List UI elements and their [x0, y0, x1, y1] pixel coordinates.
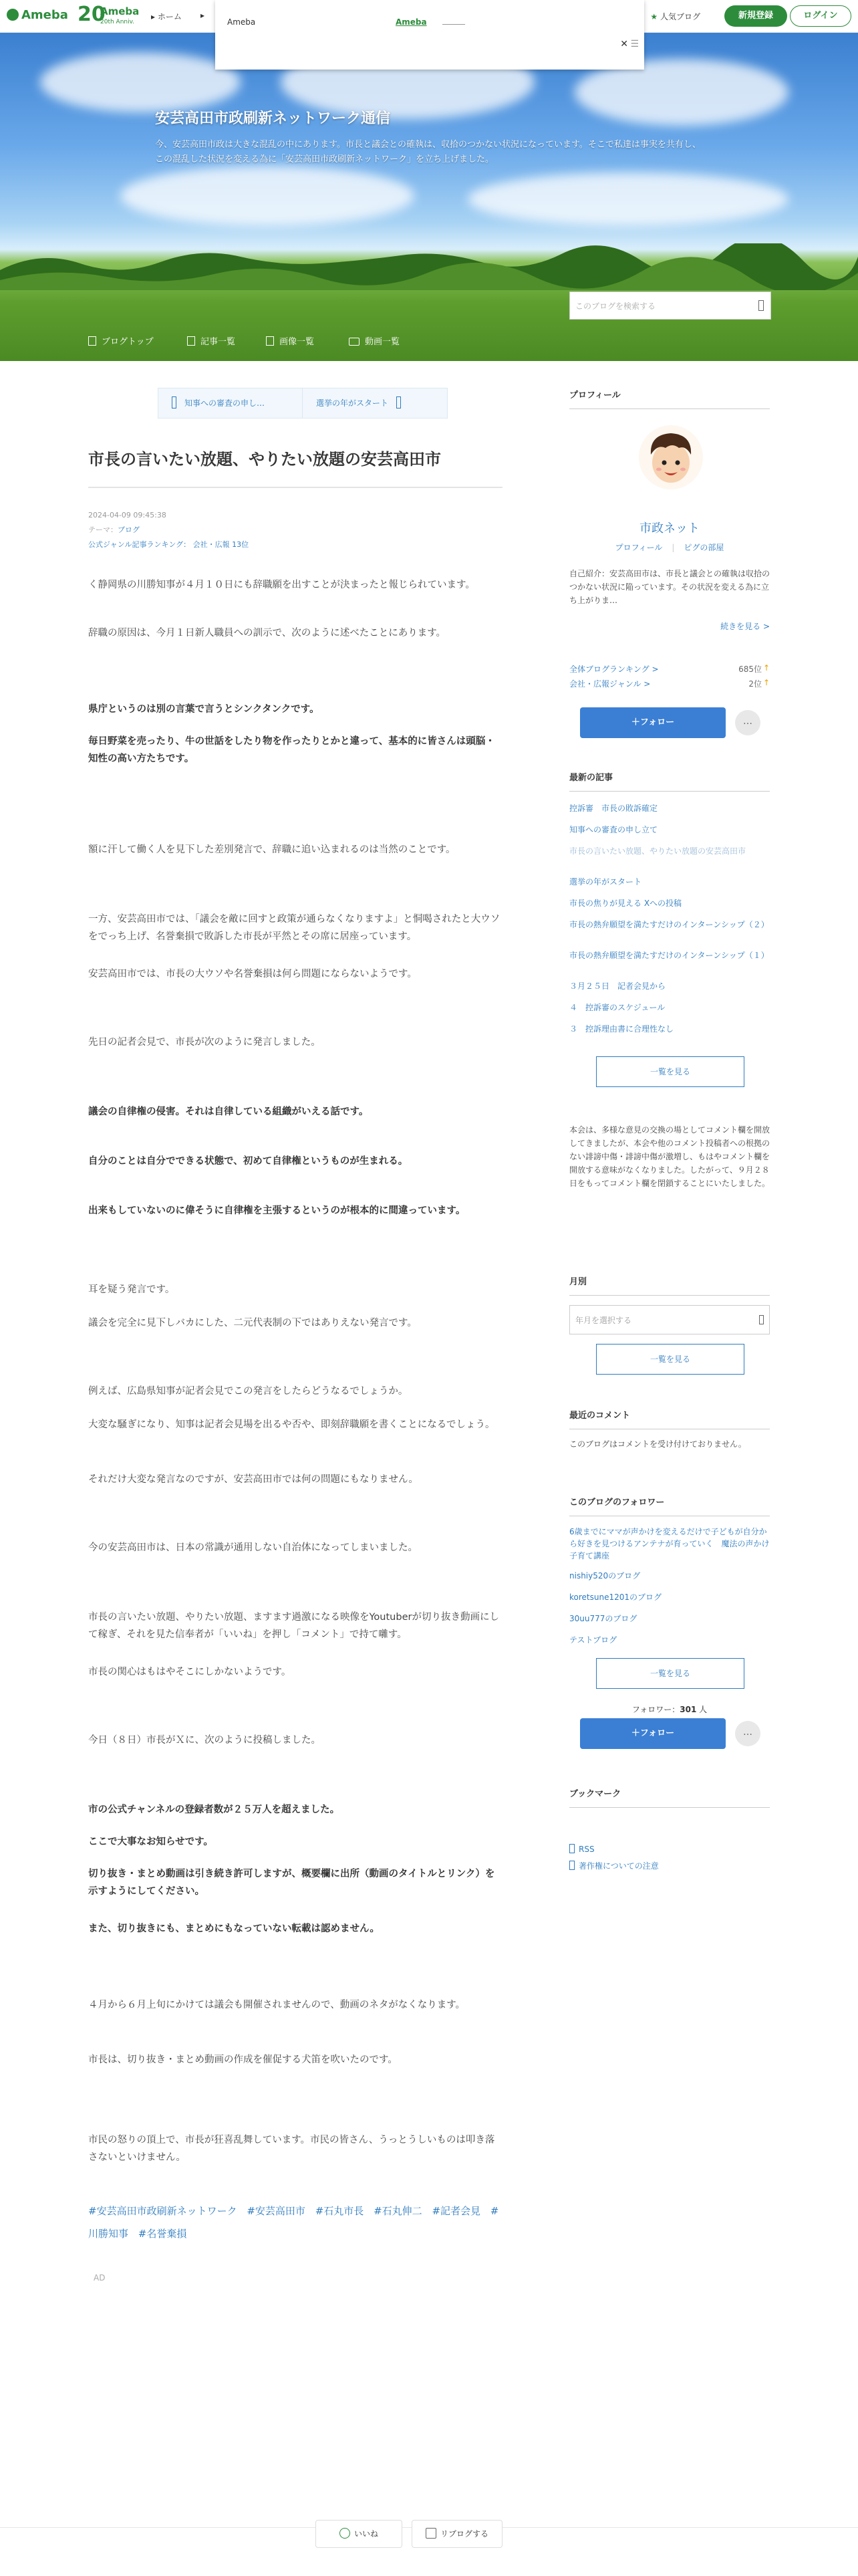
latest-articles-heading: 最新の記事: [569, 770, 770, 792]
follower-blog-link[interactable]: テストブログ: [569, 1635, 617, 1645]
popular-blog-link[interactable]: ★ 人気ブログ: [650, 12, 700, 21]
profile-link[interactable]: プロフィール: [615, 543, 663, 552]
latest-article-link[interactable]: ４ 控訴審のスケジュール: [569, 1003, 666, 1012]
month-placeholder: 年月を選択する: [575, 1316, 632, 1325]
rss-icon: [569, 1844, 575, 1853]
article-paragraph: 県庁というのは別の言葉で言うとシンクタンクです。: [88, 704, 319, 715]
more-options-button[interactable]: …: [735, 710, 760, 735]
followers-list-all-button[interactable]: 一覧を見る: [596, 1658, 744, 1689]
latest-article-link[interactable]: 知事への審査の申し立て: [569, 825, 658, 834]
article-paragraph: 市民の怒りの頂上で、市長が狂喜乱舞しています。市民の皆さん、うっとうしいものは叩き落さないといけません。: [88, 2135, 495, 2163]
article-date: 2024-04-09 09:45:38: [88, 511, 166, 519]
ad-brand-link[interactable]: Ameba: [396, 17, 427, 27]
article-theme: テーマ：ブログ: [88, 525, 140, 534]
article-paragraph: 辞職の原因は、今月１日新人職員への訓示で、次のように述べたことにあります。: [88, 628, 446, 638]
hashtag-link[interactable]: #記者会見: [432, 2205, 481, 2217]
avatar-face-icon: [639, 425, 703, 489]
search-placeholder: このブログを検索する: [575, 302, 656, 311]
like-icon: [339, 2528, 350, 2539]
hashtag-link[interactable]: #安芸高田市政刷新ネットワーク: [88, 2205, 237, 2217]
article-paragraph: ４月から６月上旬にかけては議会も開催されませんので、動画のネタがなくなります。: [88, 2000, 466, 2010]
blog-search-input[interactable]: [569, 291, 771, 320]
hashtag-link[interactable]: #名誉棄損: [138, 2228, 187, 2240]
ameba-logo-icon: [7, 9, 19, 21]
article-paragraph: 議会の自律権の侵害。それは自律している組織がいえる話です。: [88, 1106, 369, 1117]
profile-intro: 自己紹介：安芸高田市は、市長と議会との確執は収拾のつかない状況に陥っています。その状況を変える為に立ち上がりま…: [569, 569, 770, 605]
overall-rank-row[interactable]: 全体ブログランキング > 685位 ↑: [569, 663, 770, 674]
article-paragraph: 切り抜き・まとめ動画は引き続き許可しますが、概要欄に出所（動画のタイトルとリンク）を示すようにしてください。: [88, 1869, 495, 1897]
topnav-home-link[interactable]: ▸ ホーム: [151, 12, 182, 21]
nav-blog-top[interactable]: ブログトップ: [88, 334, 154, 347]
hashtag-link[interactable]: #安芸高田市: [247, 2205, 305, 2217]
followers-heading: このブログのフォロワー: [569, 1495, 770, 1516]
cloud: [468, 172, 789, 226]
search-icon[interactable]: [758, 300, 764, 311]
register-button[interactable]: 新規登録: [724, 5, 787, 27]
video-icon: [349, 338, 360, 346]
article-paragraph: ここで大事なお知らせです。: [88, 1837, 213, 1847]
rank-up-icon: ↑: [762, 678, 770, 687]
article-paragraph: 自分のことは自分でできる状態で、初めて自律権というものが生まれる。: [88, 1156, 408, 1167]
read-more-link[interactable]: 続きを見る >: [720, 622, 770, 631]
crown-icon: ★: [650, 12, 658, 21]
article-paragraph: 耳を疑う発言です。: [88, 1284, 175, 1295]
profile-links: [569, 542, 770, 553]
latest-article-link[interactable]: ３月２５日 記者会見から: [569, 981, 666, 991]
genre-rank-link[interactable]: 公式ジャンル記事ランキング： 会社・広報 13位: [88, 540, 249, 549]
latest-article-link[interactable]: 市長の熱弁願望を満たすだけのインターンシップ（２）: [569, 920, 769, 929]
follower-blog-link[interactable]: 30uu777のブログ: [569, 1614, 637, 1623]
follower-count: フォロワー：301 人: [631, 1705, 708, 1714]
ad-menu-icon[interactable]: ☰: [630, 39, 639, 49]
image-icon: [266, 336, 274, 346]
blog-description: 今、安芸高田市政は大きな混乱の中にあります。市長と議会との確執は、収拾のつかない状況になっています。そこで私達は事実を共有し、この混乱した状況を変える為に「安芸高田市政刷新ネットワーク」を立ち上げました。: [155, 140, 701, 164]
chevron-left-icon: [172, 396, 176, 408]
ad-close-icon[interactable]: ✕: [620, 39, 628, 49]
theme-link[interactable]: ブログ: [118, 525, 140, 534]
blog-title[interactable]: 安芸高田市政刷新ネットワーク通信: [155, 110, 391, 127]
topnav-chevron-icon[interactable]: ▸: [200, 11, 205, 20]
article-paragraph: 議会を完全に見下しバカにした、二元代表制の下ではありえない発言です。: [88, 1318, 417, 1328]
ad-overlay[interactable]: [215, 0, 644, 70]
article-paragraph: 大変な騒ぎになり、知事は記者会見場を出るや否や、即刻辞職願を書くことになるでしょう。: [88, 1419, 495, 1430]
next-article-link[interactable]: 選挙の年がスタート: [302, 388, 448, 419]
rss-link[interactable]: RSS: [569, 1844, 595, 1854]
follower-blog-link[interactable]: 6歳までにママが声かけを変えるだけで子どもが自分から好きを見つけるアンテナが育っていく 魔法の声かけ子育て講座: [569, 1527, 770, 1560]
recent-comments-note: このブログはコメントを受け付けておりません。: [569, 1439, 746, 1449]
monthly-list-all-button[interactable]: 一覧を見る: [596, 1344, 744, 1375]
latest-article-link[interactable]: 市長の言いたい放題、やりたい放題の安芸高田市: [569, 846, 746, 856]
article-paragraph: 市長の言いたい放題、やりたい放題、ますます過激になる映像をYoutuberが切り抜き動画にして稼ぎ、それを見た信奉者が「いいね」を押し「コメント」で持て囃す。: [88, 1612, 499, 1640]
profile-name-link[interactable]: 市政ネット: [639, 521, 700, 536]
latest-article-link[interactable]: 控訴審 市長の敗訴確定: [569, 804, 658, 813]
bookmark-heading: ブックマーク: [569, 1786, 770, 1808]
avatar[interactable]: [639, 425, 703, 489]
hashtag-list: [88, 2200, 503, 2245]
nav-article-list[interactable]: 記事一覧: [187, 334, 235, 347]
follow-button[interactable]: ＋フォロー: [580, 707, 726, 738]
article-meta: [88, 508, 249, 552]
recent-comments-heading: 最近のコメント: [569, 1408, 770, 1429]
article-paragraph: 市の公式チャンネルの登録者数が２５万人を超えました。: [88, 1804, 340, 1815]
article-paragraph: それだけ大変な発言なのですが、安芸高田市では何の問題にもなりません。: [88, 1474, 418, 1485]
document-icon: [569, 1861, 575, 1870]
profile-heading: プロフィール: [569, 388, 770, 409]
like-button[interactable]: いいね: [315, 2520, 402, 2548]
genre-rank-row[interactable]: 会社・広報ジャンル > 2位 ↑: [569, 678, 770, 689]
follower-blog-link[interactable]: nishiy520のブログ: [569, 1571, 641, 1580]
bottom-action-bar: [0, 2527, 858, 2576]
nav-image-list[interactable]: 画像一覧: [266, 334, 314, 347]
article-paragraph: 毎日野菜を売ったり、牛の世話をしたり物を作ったりとかと違って、基本的に皆さんは頭脳・知性の高い方たちです。: [88, 736, 495, 764]
separator: |: [672, 543, 675, 552]
chevron-down-icon: [759, 1315, 764, 1324]
more-options-button-bottom[interactable]: …: [735, 1721, 760, 1746]
hashtag-link[interactable]: #石丸市長: [315, 2205, 364, 2217]
latest-article-link[interactable]: 市長の熱弁願望を満たすだけのインターンシップ（１）: [569, 951, 769, 960]
ad-mark: AD: [94, 2273, 106, 2282]
article-title: 市長の言いたい放題、やりたい放題の安芸高田市: [88, 450, 441, 469]
title-divider: [88, 487, 503, 488]
follow-button-bottom[interactable]: ＋フォロー: [580, 1718, 726, 1749]
cloud: [120, 166, 414, 226]
latest-list-all-button[interactable]: 一覧を見る: [596, 1056, 744, 1087]
list-icon: [187, 336, 195, 346]
ad-underline: [442, 24, 465, 25]
monthly-heading: 月別: [569, 1274, 770, 1296]
anniversary-badge[interactable]: [78, 3, 144, 29]
anniversary-number: 20: [78, 3, 106, 26]
month-select[interactable]: [569, 1305, 770, 1334]
copyright-note-link[interactable]: 著作権についての注意: [569, 1860, 659, 1871]
prev-article-link[interactable]: 知事への審査の申し…: [158, 388, 306, 419]
article-paragraph: 今の安芸高田市は、日本の常識が通用しない自治体になってしまいました。: [88, 1542, 418, 1553]
home-icon: [88, 336, 96, 346]
hashtag-link[interactable]: #石丸伸二: [374, 2205, 422, 2217]
article-paragraph: 出来もしていないのに偉そうに自律権を主張するというのが根本的に間違っています。: [88, 1205, 466, 1216]
nav-video-list[interactable]: 動画一覧: [349, 334, 400, 347]
article-paragraph: く静岡県の川勝知事が４月１０日にも辞職願を出すことが決まったと報じられています。: [88, 580, 475, 590]
article-paragraph: 例えば、広島県知事が記者会見でこの発言をしたらどうなるでしょうか。: [88, 1386, 408, 1397]
anniversary-title: Ameba: [100, 5, 140, 17]
article-paragraph: 市長は、切り抜き・まとめ動画の作成を催促する犬笛を吹いたのです。: [88, 2055, 398, 2065]
latest-article-link[interactable]: 選挙の年がスタート: [569, 877, 642, 887]
reblog-button[interactable]: リブログする: [412, 2520, 503, 2548]
tree-line: [0, 243, 858, 290]
login-button[interactable]: ログイン: [790, 5, 851, 27]
article-paragraph: 市長の関心はもはやそこにしかないようです。: [88, 1667, 291, 1677]
anniversary-sub: 20th Anniv.: [100, 19, 135, 25]
hashtag-link[interactable]: #川勝知事: [88, 2205, 499, 2240]
article-paragraph: 先日の記者会見で、市長が次のように発言しました。: [88, 1037, 321, 1048]
follower-blog-link[interactable]: koretsune1201のブログ: [569, 1593, 662, 1602]
article-paragraph: 一方、安芸高田市では、「議会を敵に回すと政策が通らなくなりますよ」と恫喝されたと大ウソをでっち上げ、名誉棄損で敗訴した市長が平然とその席に居座っています。: [88, 914, 500, 942]
chevron-right-icon: [396, 396, 401, 408]
ameba-logo[interactable]: Ameba: [7, 8, 68, 22]
article-paragraph: 額に汗して働く人を見下した差別発言で、辞職に追い込まれるのは当然のことです。: [88, 844, 456, 855]
latest-article-link[interactable]: 市長の焦りが見える Xへの投稿: [569, 899, 682, 908]
pigg-room-link[interactable]: ピグの部屋: [684, 543, 724, 552]
article-paragraph: 今日（８日）市長がＸに、次のように投稿しました。: [88, 1735, 321, 1746]
reblog-icon: [426, 2528, 436, 2539]
blog-nav: [0, 316, 858, 361]
cloud: [40, 52, 241, 112]
article-paragraph: また、切り抜きにも、まとめにもなっていない転載は認めません。: [88, 1923, 380, 1934]
ad-label: Ameba: [227, 17, 256, 27]
latest-article-link[interactable]: ３ 控訴理由書に合理性なし: [569, 1024, 674, 1034]
article-paragraph: 安芸高田市では、市長の大ウソや名誉棄損は何ら問題にならないようです。: [88, 969, 417, 979]
comment-closed-note: 本会は、多様な意見の交換の場としてコメント欄を開放してきましたが、本会や他のコメント投稿者への根拠のない誹謗中傷・誹謗中傷が激増し、もはやコメント欄を開放する意味がなくなりました。したがって、９月２８日をもってコメント欄を閉鎖することにいたしました。: [569, 1125, 770, 1188]
rank-up-icon: ↑: [762, 663, 770, 673]
